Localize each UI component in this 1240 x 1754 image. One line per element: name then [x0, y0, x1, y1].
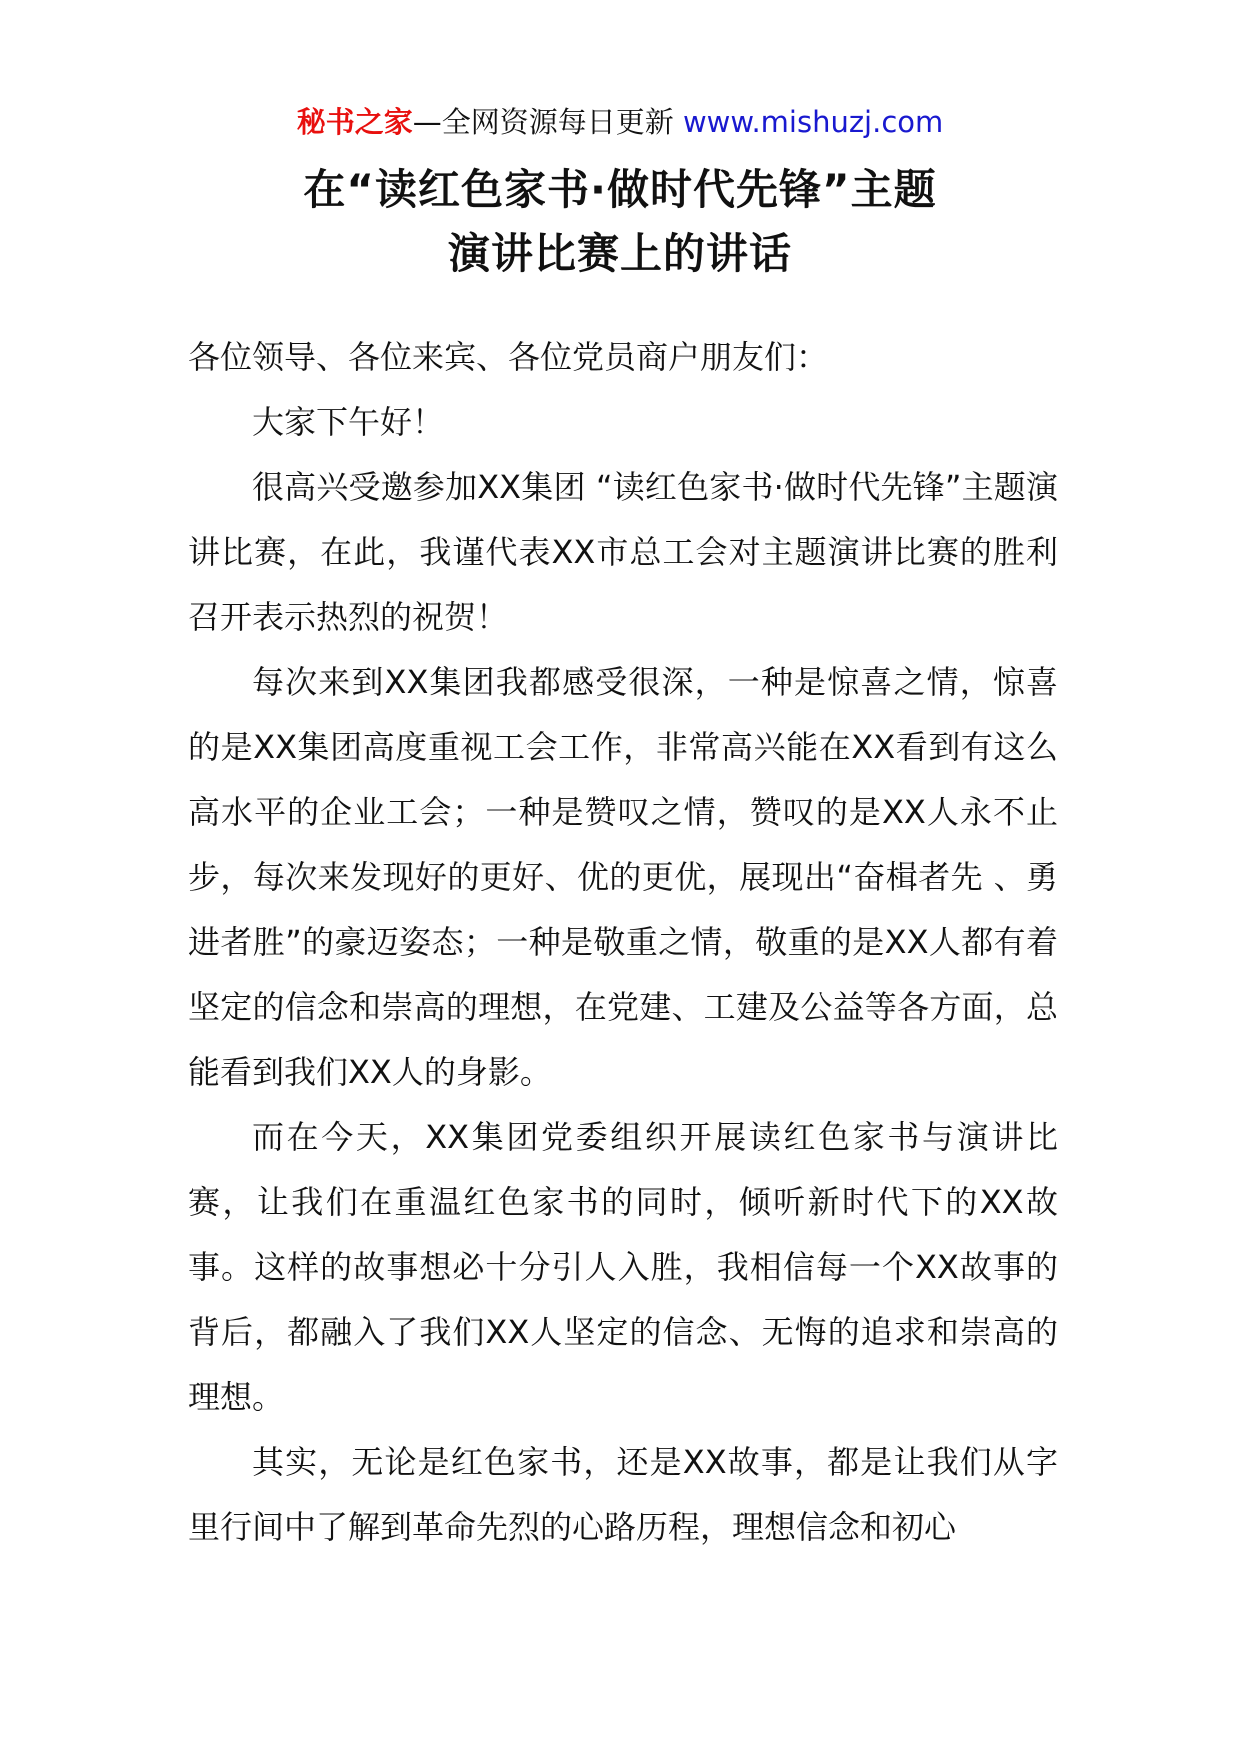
salutation: 各位领导、各位来宾、各位党员商户朋友们： — [188, 338, 829, 376]
paragraph-impressions: 每次来到XX集团我都感受很深，一种是惊喜之情，惊喜的是XX集团高度重视工会工作，非常高兴能在XX看到有这么高水平的企业工会；一种是赞叹之情，赞叹的是XX人永不止步，每次来发现好的更好、优的更优，展现出“奋楫者先 、勇进者胜”的豪迈姿态；一种是敬重之情，敬重的是XX人都有着坚定的信念和崇高的理想，在党建、工建及公益等各方面，总能看到我们XX人的身影。 — [188, 663, 1058, 1091]
paragraph-congratulation: 很高兴受邀参加XX集团 “读红色家书·做时代先锋”主题演讲比赛，在此，我谨代表XX市总工会对主题演讲比赛的胜利召开表示热烈的祝贺！ — [188, 468, 1058, 636]
paragraph-today: 而在今天，XX集团党委组织开展读红色家书与演讲比赛，让我们在重温红色家书的同时，倾听新时代下的XX故事。这样的故事想必十分引人入胜，我相信每一个XX故事的背后，都融入了我们XX人坚定的信念、无悔的追求和崇高的理想。 — [188, 1118, 1058, 1416]
site-brand: 秘书之家 — [296, 105, 413, 139]
title-line-1: 在“读红色家书·做时代先锋”主题 — [303, 165, 937, 214]
site-header — [0, 100, 1240, 144]
paragraph-greeting: 大家下午好！ — [252, 403, 445, 441]
title-line-2: 演讲比赛上的讲话 — [447, 229, 792, 278]
site-url-link[interactable]: www.mishuzj.com — [682, 105, 944, 139]
document-body — [188, 325, 1058, 1560]
paragraph-conclusion: 其实，无论是红色家书，还是XX故事，都是让我们从字里行间中了解到革命先烈的心路历程，理想信念和初心 — [188, 1443, 1058, 1546]
site-tagline: —全网资源每日更新 — [412, 105, 683, 139]
document-title — [0, 158, 1240, 286]
